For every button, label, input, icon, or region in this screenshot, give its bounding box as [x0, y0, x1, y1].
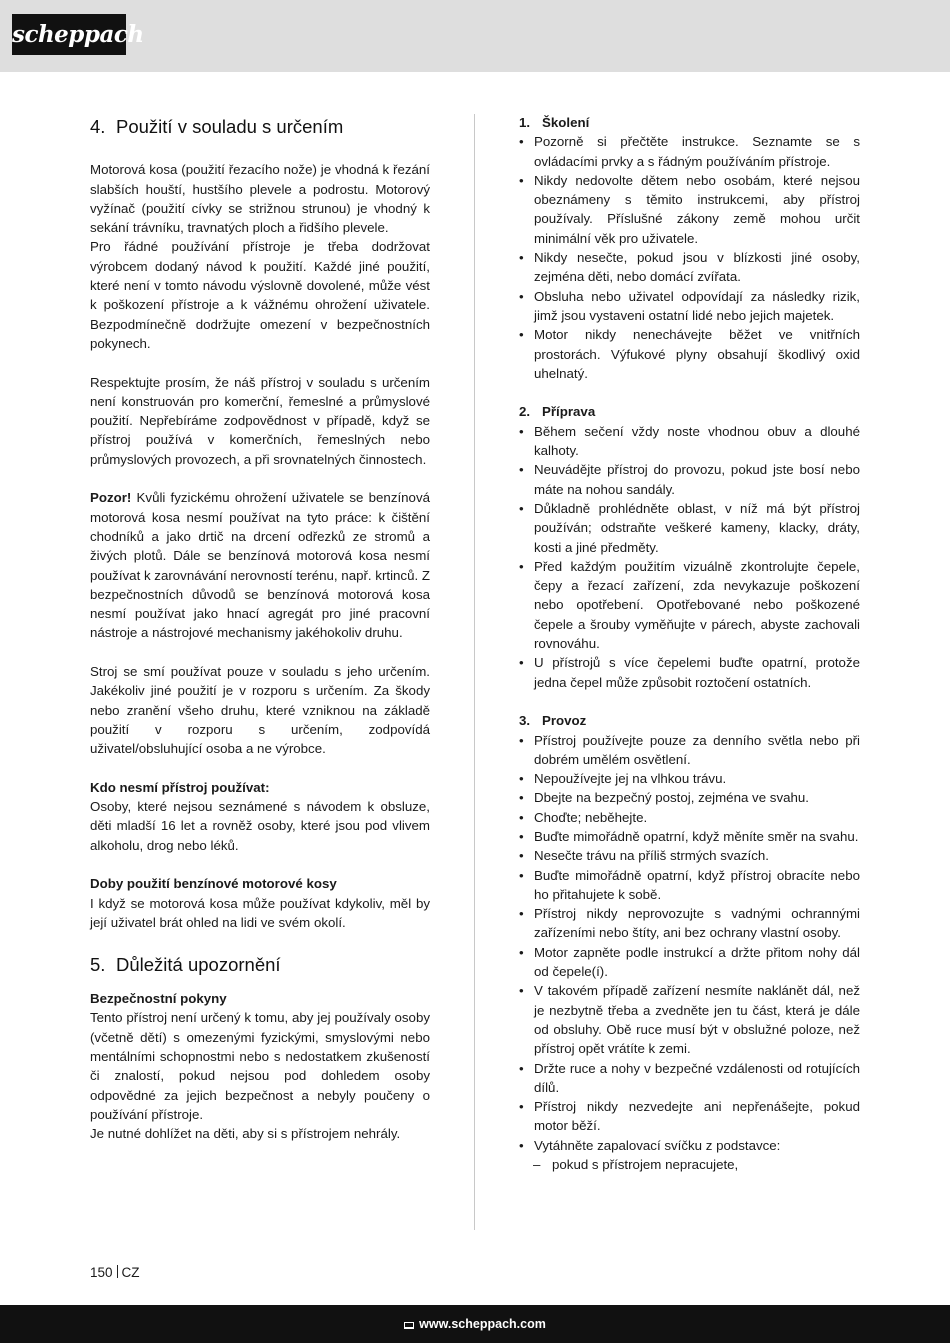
heading-number: 3. — [519, 713, 531, 729]
bullet-list — [519, 132, 860, 383]
heading-label: Příprava — [542, 404, 596, 420]
list-item — [519, 325, 860, 383]
spacer — [90, 855, 430, 874]
left-column — [90, 113, 430, 1144]
list-item-text: U přístrojů s více čepelemi buďte opatrní, protože jedna čepel může způsobit roztočení ostatních. — [534, 655, 860, 690]
list-item — [519, 769, 860, 788]
bullet: • — [519, 288, 524, 304]
bullet: • — [519, 500, 524, 516]
bullet: • — [519, 944, 524, 960]
page-number — [90, 1264, 140, 1282]
bullet: • — [519, 828, 524, 844]
list-item — [519, 1136, 860, 1155]
page-number-value: 150 — [90, 1265, 113, 1280]
list-item — [519, 981, 860, 1058]
bullet-list — [519, 731, 860, 1175]
bullet: • — [519, 558, 524, 574]
page-header — [0, 0, 950, 72]
page-footer — [0, 1305, 950, 1343]
subheading: Doby použití benzínové motorové kosy — [90, 876, 337, 892]
bullet: • — [519, 423, 524, 439]
list-item-text: pokud s přístrojem nepracujete, — [552, 1157, 739, 1173]
section-4-heading — [90, 113, 430, 141]
heading-number: 1. — [519, 115, 531, 130]
list-item-text: Dbejte na bezpečný postoj, zejména ve svahu. — [534, 790, 809, 806]
warning-label: Pozor! — [90, 490, 132, 506]
list-item-text: Vytáhněte zapalovací svíčku z podstavce: — [534, 1137, 781, 1153]
list-item-text: Obsluha nebo uživatel odpovídají za následky rizik, jimž jsou vystaveni ostatní lidé nebo jejich majetek. — [534, 288, 860, 323]
list-item-text: Choďte; neběhejte. — [534, 809, 648, 825]
separator — [117, 1265, 118, 1278]
list-item-text: Neuvádějte přístroj do provozu, pokud jste bosí nebo máte na nohou sandály. — [534, 462, 860, 497]
language-code: CZ — [121, 1265, 140, 1280]
subheading: Bezpečnostní pokyny — [90, 991, 227, 1007]
website-url: www.scheppach.com — [419, 1317, 546, 1331]
dash: – — [533, 1157, 541, 1173]
spacer — [90, 932, 430, 951]
list-item — [519, 866, 860, 905]
list-item-text: Před každým použitím vizuálně zkontrolujte čepele, čepy a řezací zařízení, zda nevykazuje poškození nebo opotřebení. Opotřebované nebo poškozené čepele a šrouby vyměňujte v párech, abyste zachovali rovnováhu. — [534, 558, 860, 652]
paragraph: Motorová kosa (použití řezacího nože) je vhodná k řezání slabších houští, hustšího plevele a podrostu. Motorový vyžínač (použití cívky se strižnou strunou) je vhodný k sekání trávníku, travnatých ploch a řidšího plevele. — [90, 162, 430, 236]
spacer — [90, 643, 430, 662]
spacer — [90, 469, 430, 488]
bullet: • — [519, 462, 524, 478]
paragraph: Respektujte prosím, že náš přístroj v souladu s určením není konstruován pro komerční, řemeslné a průmyslové použití. Nepřebíráme zodpovědnost v případě, když se přístroj používá v komerčních, řemeslných nebo průmyslových provozech, a při srovnatelných činnostech. — [90, 374, 430, 467]
list-item — [519, 248, 860, 287]
section-title: Důležitá upozornění — [116, 954, 281, 976]
list-heading — [519, 711, 860, 730]
bullet: • — [519, 867, 524, 883]
sub-list-item — [519, 1155, 860, 1174]
column-divider — [474, 114, 475, 1230]
heading-number: 2. — [519, 404, 531, 420]
list-item — [519, 943, 860, 982]
bullet: • — [519, 327, 524, 343]
bullet: • — [519, 655, 524, 671]
heading-label: Provoz — [542, 713, 587, 729]
list-item-text: Nikdy nesečte, pokud jsou v blízkosti jiné osoby, zejména děti, nebo domácí zvířata. — [534, 250, 860, 285]
bullet: • — [519, 1137, 524, 1153]
list-item-text: Přístroj nikdy neprovozujte s vadnými ochrannými zařízeními nebo štíty, ani bez ochrany vlastní osoby. — [534, 906, 860, 941]
list-heading — [519, 113, 860, 132]
paragraph: Pro řádné používání přístroje je třeba dodržovat výrobcem dodaný návod k použití. Každé jiné použití, které není v tomto návodu výslovně dovolené, může vést k poškození přístroje a k vážnému ohrožení uživatele. Bezpodmínečně dodržujte omezení v bezpečnostních pokynech. — [90, 239, 430, 351]
list-item — [519, 557, 860, 653]
list-item-text: Motor nikdy nenechávejte běžet ve vnitřních prostorách. Výfukové plyny obsahují škodlivý oxid uhelnatý. — [534, 327, 860, 381]
list-item — [519, 1059, 860, 1098]
warning-paragraph — [90, 488, 430, 642]
paragraph: Tento přístroj není určený k tomu, aby jej používaly osoby (včetně dětí) s omezenými fyzickými, smyslovými nebo mentálními schopnostmi nebo s nedostatkem zkušeností či znalostí, pokud nejsou pod dohledem osoby odpovědné za jejich bezpečnost a nebyly poučeny o používání přístroje. — [90, 1010, 430, 1122]
list-item — [519, 287, 860, 326]
list-item — [519, 460, 860, 499]
bullet-list — [519, 422, 860, 692]
list-item — [519, 846, 860, 865]
bullet: • — [519, 771, 524, 787]
list-item-text: Motor zapněte podle instrukcí a držte přitom nohy dál od čepele(í). — [534, 944, 860, 980]
list-item — [519, 904, 860, 943]
monitor-icon — [404, 1322, 414, 1329]
section-5-heading — [90, 951, 430, 979]
list-item — [519, 1097, 860, 1136]
bullet: • — [519, 134, 524, 150]
spacer — [519, 383, 860, 402]
list-item — [519, 171, 860, 248]
paragraph: Je nutné dohlížet na děti, aby si s přístrojem nehrály. — [90, 1126, 401, 1142]
list-item-text: Během sečení vždy noste vhodnou obuv a dlouhé kalhoty. — [534, 423, 860, 459]
list-item-text: Nepoužívejte jej na vlhkou trávu. — [534, 771, 727, 787]
bullet: • — [519, 848, 524, 864]
list-item-text: Nesečte trávu na příliš strmých svazích. — [534, 848, 769, 864]
list-item — [519, 653, 860, 692]
list-item — [519, 808, 860, 827]
list-item-text: Pozorně si přečtěte instrukce. Seznamte se s ovládacími prvky a s řádným používáním přístroje. — [534, 134, 860, 169]
list-item-text: Držte ruce a nohy v bezpečné vzdálenosti od rotujících dílů. — [534, 1060, 860, 1095]
list-item — [519, 132, 860, 171]
spacer — [519, 692, 860, 711]
subheading: Kdo nesmí přístroj používat: — [90, 779, 270, 795]
bullet: • — [519, 250, 524, 266]
spacer — [90, 141, 430, 160]
list-item-text: Nikdy nedovolte dětem nebo osobám, které nejsou obeznámeny s těmito instrukcemi, aby přístroj používaly. Příslušné zákony země mohou určit minimální věk pro uživatele. — [534, 172, 860, 246]
list-item-text: Přístroj používejte pouze za denního světla nebo při dobrém umělém osvětlení. — [534, 732, 860, 767]
paragraph: Osoby, které nejsou seznámené s návodem k obsluze, děti mladší 16 let a rovněž osoby, které jsou pod vlivem alkoholu, drog nebo léků. — [90, 799, 430, 853]
list-item — [519, 788, 860, 807]
list-item-text: Buďte mimořádně opatrní, když měníte směr na svahu. — [534, 828, 859, 844]
list-heading — [519, 402, 860, 421]
bullet: • — [519, 1099, 524, 1115]
list-item — [519, 827, 860, 846]
footer-link — [0, 1316, 950, 1332]
bullet: • — [519, 1060, 524, 1076]
bullet: • — [519, 906, 524, 922]
section-number: 5. — [90, 954, 106, 976]
spacer — [90, 353, 430, 372]
warning-text: Kvůli fyzickému ohrožení uživatele se benzínová motorová kosa nesmí používat na tyto práce: k čištění chodníků a jako drtič na drcení odřezků ze stromů a živých plotů. Dále se benzínová motorová kosa nesmí používat k zarovnávání nerovností terénu, např. krtinců. Z bezpečnostních důvodů se benzínová motorová kosa nesmí používat jako hnací agregát pro jiné pracovní nástroje a nástrojové mechanismy jakéhokoliv druhu. — [90, 490, 430, 641]
paragraph: I když se motorová kosa může používat kdykoliv, měl by její uživatel brát ohled na lidi ve svém okolí. — [90, 895, 430, 930]
bullet: • — [519, 732, 524, 748]
section-title: Použití v souladu s určením — [116, 116, 344, 137]
list-item — [519, 422, 860, 461]
list-item-text: Důkladně prohlédněte oblast, v níž má být přístroj používán; odstraňte veškeré kameny, klacky, dráty, kosti a jiné předměty. — [534, 500, 860, 555]
list-item-text: Přístroj nikdy nezvedejte ani nepřenášejte, pokud motor běží. — [534, 1099, 860, 1134]
bullet: • — [519, 172, 524, 188]
heading-label: Školení — [542, 115, 590, 130]
spacer — [90, 979, 430, 989]
brand-logo: scheppach — [12, 14, 126, 55]
list-item-text: V takovém případě zařízení nesmíte naklánět dál, než je nezbytně třeba a zvedněte jen tu část, která je dále od obsluhy. Obě ruce musí být v obslužné poloze, než přístroj opět vrátíte k zemi. — [534, 983, 860, 1057]
list-item — [519, 731, 860, 770]
paragraph: Stroj se smí používat pouze v souladu s jeho určením. Jakékoliv jiné použití je v rozporu s určením. Za škody nebo zranění všeho druhu, které vzniknou na základě použití v rozporu s určením, zodpovídá uživatel/obsluhující osoba a ne výrobce. — [90, 664, 430, 757]
bullet: • — [519, 983, 524, 999]
spacer — [90, 759, 430, 778]
right-column — [519, 113, 860, 1174]
section-number: 4. — [90, 116, 106, 137]
bullet: • — [519, 809, 524, 825]
list-item — [519, 499, 860, 557]
list-item-text: Buďte mimořádně opatrní, když přístroj obracíte nebo ho přitahujete k sobě. — [534, 867, 860, 902]
bullet: • — [519, 790, 524, 806]
